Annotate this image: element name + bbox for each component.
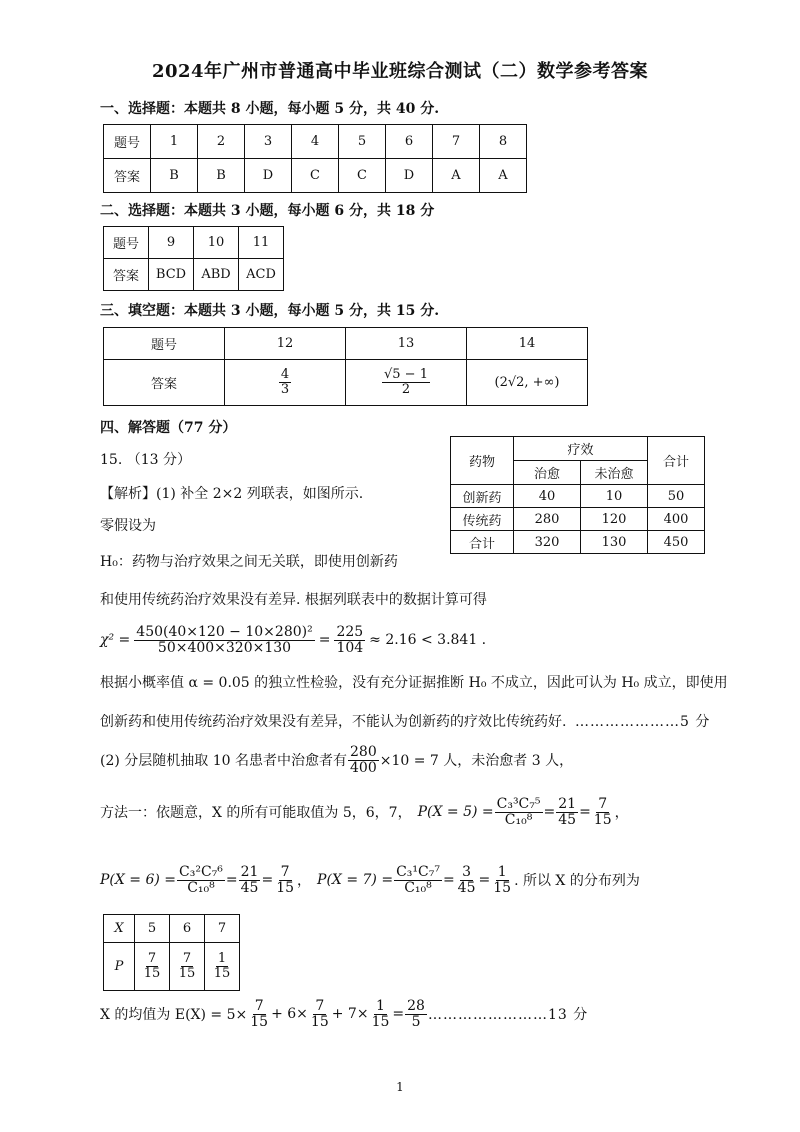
dist-p-val [170, 943, 205, 991]
ct-row-name: 传统药 [451, 508, 514, 531]
frac-num: 28 [407, 997, 425, 1014]
ct-cell: 130 [581, 531, 648, 554]
frac-den: 5 [411, 1013, 421, 1030]
frac-num: 7 [254, 997, 264, 1014]
frac-num: 1 [217, 951, 227, 967]
ct-cell: 40 [514, 485, 581, 508]
dist-p-val [135, 943, 170, 991]
equals: = [579, 804, 591, 820]
dist-x-val: 6 [170, 915, 205, 943]
s3-label-question: 题号 [104, 328, 225, 360]
frac-den: 15 [276, 879, 295, 896]
frac-num: 280 [350, 743, 377, 760]
line7-text-a: (2) 分层随机抽取 10 名患者中治愈者有 [100, 753, 347, 769]
section2-answer-table [103, 226, 284, 291]
dist-label-p: P [104, 943, 135, 991]
ct-cell: 320 [514, 531, 581, 554]
frac-num: 7 [280, 863, 290, 880]
section3-answer-table [103, 327, 588, 406]
s1-q: 6 [386, 125, 433, 159]
equals: = [261, 872, 274, 888]
ct-header-not-cured: 未治愈 [581, 461, 648, 485]
ct-cell: 50 [648, 485, 705, 508]
ct-cell: 280 [514, 508, 581, 531]
ct-cell: 120 [581, 508, 648, 531]
frac-den: 15 [493, 879, 512, 896]
frac-num: 7 [147, 951, 157, 967]
ct-row-name: 合计 [451, 531, 514, 554]
frac-num: C₃¹C₇⁷ [396, 863, 440, 880]
chi-square-formula [100, 618, 486, 662]
frac-num: √5 − 1 [384, 367, 428, 383]
punct: ， [297, 873, 312, 889]
frac-num: C₃²C₇⁶ [179, 863, 223, 880]
frac-num: 1 [497, 863, 507, 880]
s1-a: A [480, 159, 527, 193]
s2-a: ACD [239, 259, 284, 291]
equals: = [225, 872, 238, 888]
frac-num: 1 [376, 997, 385, 1014]
s2-a: ABD [194, 259, 239, 291]
frac-den: C₁₀⁸ [404, 879, 432, 896]
frac-num: 7 [315, 997, 325, 1014]
ct-header-drug: 药物 [451, 437, 514, 485]
s3-answer-12 [225, 360, 346, 406]
frac-num: 3 [462, 863, 472, 880]
s3-q: 13 [346, 328, 467, 360]
s1-q: 1 [151, 125, 198, 159]
ct-cell: 450 [648, 531, 705, 554]
s1-q: 8 [480, 125, 527, 159]
contingency-table [450, 436, 705, 554]
q15-line3: H₀：药物与治疗效果之间无关联，即使用创新药 [100, 554, 398, 570]
s3-q: 12 [225, 328, 346, 360]
mean-line [100, 992, 428, 1036]
s2-label-question: 题号 [104, 227, 149, 259]
equals: = [478, 872, 491, 888]
section3-heading: 三、填空题：本题共 3 小题，每小题 5 分，共 15 分. [100, 303, 440, 319]
frac-den: 104 [336, 639, 364, 656]
page-title: 2024年广州市普通高中毕业班综合测试（二）数学参考答案 [151, 61, 649, 82]
frac-num: 7 [598, 795, 608, 812]
s1-a: C [339, 159, 386, 193]
dist-x-val: 7 [205, 915, 240, 943]
q15-line1: 【解析】(1) 补全 2×2 列联表，如图所示. [100, 486, 364, 502]
frac-den: 3 [280, 382, 290, 397]
page-number: 1 [396, 1080, 404, 1094]
method-one-text: 方法一：依题意，X 的所有可能取值为 5，6，7， [100, 805, 412, 821]
dist-x-val: 5 [135, 915, 170, 943]
mean-term: + 7× [331, 1006, 369, 1022]
frac-den: 15 [178, 966, 196, 981]
frac-den: 15 [310, 1013, 329, 1030]
frac-den: 15 [143, 966, 161, 981]
s2-q: 9 [149, 227, 194, 259]
q15-line5: 根据小概率值 α = 0.05 的独立性检验，没有充分证据推断 H₀ 不成立，因此可认为 H₀ 成立，即使用 [100, 675, 728, 691]
s1-a: B [151, 159, 198, 193]
frac-num: 225 [336, 623, 364, 640]
frac-den: 15 [593, 811, 612, 828]
section1-answer-table [103, 124, 527, 193]
frac-den: 2 [401, 382, 411, 397]
s2-q: 11 [239, 227, 284, 259]
chi-lhs: χ² = [100, 632, 131, 648]
frac-num: 7 [182, 951, 192, 967]
frac-den: 45 [240, 879, 259, 896]
mean-lhs: X 的均值为 E(X) = 5× [100, 1007, 248, 1023]
punct: ， [614, 805, 629, 821]
mean-term: + 6× [271, 1006, 308, 1022]
equals: = [543, 804, 556, 820]
s1-q: 3 [245, 125, 292, 159]
p6-p7-line [100, 858, 640, 902]
score-mark-5: …………………5 分 [575, 714, 711, 730]
p5-lhs: P(X = 5) = [417, 804, 494, 820]
s1-a: A [433, 159, 480, 193]
equals: = [442, 872, 455, 888]
s1-q: 4 [292, 125, 339, 159]
frac-num: 21 [558, 795, 577, 812]
s1-q: 2 [198, 125, 245, 159]
s1-label-answer: 答案 [104, 159, 151, 193]
frac-den: 45 [558, 811, 577, 828]
s1-a: C [292, 159, 339, 193]
s1-a: B [198, 159, 245, 193]
frac-den: C₁₀⁸ [187, 879, 215, 896]
s3-answer-14: (2√2, +∞) [467, 360, 588, 406]
s2-label-answer: 答案 [104, 259, 149, 291]
ct-header-cured: 治愈 [514, 461, 581, 485]
section2-heading: 二、选择题：本题共 3 小题，每小题 6 分，共 18 分 [100, 203, 435, 219]
frac-num: 21 [240, 863, 259, 880]
s1-q: 5 [339, 125, 386, 159]
frac-den: 15 [213, 966, 231, 981]
ct-header-total: 合计 [648, 437, 705, 485]
s1-label-question: 题号 [104, 125, 151, 159]
s3-label-answer: 答案 [104, 360, 225, 406]
equals: = [392, 1006, 405, 1022]
frac-den: 400 [350, 759, 377, 776]
frac-den: 15 [250, 1013, 269, 1030]
distribution-table [103, 914, 240, 991]
q15-line2: 零假设为 [100, 518, 156, 534]
frac-num: C₃³C₇⁵ [496, 795, 541, 812]
frac-den: 15 [371, 1013, 390, 1030]
s1-q: 7 [433, 125, 480, 159]
ct-cell: 10 [581, 485, 648, 508]
s1-a: D [386, 159, 433, 193]
p7-end-text: . 所以 X 的分布列为 [514, 873, 640, 889]
dist-p-val [205, 943, 240, 991]
frac-den: C₁₀⁸ [504, 811, 533, 828]
section1-heading: 一、选择题：本题共 8 小题，每小题 5 分，共 40 分. [100, 101, 440, 117]
chi-tail: ≈ 2.16 < 3.841 . [369, 632, 487, 648]
section4-heading: 四、解答题（77 分） [100, 420, 237, 436]
ct-row-name: 创新药 [451, 485, 514, 508]
frac-num: 4 [280, 367, 290, 383]
frac-num: 450(40×120 − 10×280)² [136, 623, 313, 640]
ct-cell: 400 [648, 508, 705, 531]
q15-line4: 和使用传统药治疗效果没有差异. 根据列联表中的数据计算可得 [100, 592, 487, 608]
q15-header: 15. （13 分） [100, 452, 191, 468]
equals: = [318, 632, 331, 648]
p6-lhs: P(X = 6) = [100, 872, 177, 888]
score-mark-13: ……………………13 分 [428, 1007, 589, 1023]
q15-line7 [100, 740, 573, 780]
line7-text-b: ×10 = 7 人，未治愈者 3 人， [379, 753, 574, 769]
method-one-line [100, 790, 629, 834]
s1-a: D [245, 159, 292, 193]
s3-answer-13 [346, 360, 467, 406]
p7-lhs: P(X = 7) = [317, 872, 394, 888]
s2-a: BCD [149, 259, 194, 291]
ct-header-effect: 疗效 [514, 437, 648, 461]
frac-den: 45 [457, 879, 476, 896]
frac-den: 50×400×320×130 [157, 639, 292, 656]
q15-line6: 创新药和使用传统药治疗效果没有差异，不能认为创新药的疗效比传统药好. [100, 714, 567, 730]
s3-q: 14 [467, 328, 588, 360]
dist-label-x: X [104, 915, 135, 943]
s2-q: 10 [194, 227, 239, 259]
